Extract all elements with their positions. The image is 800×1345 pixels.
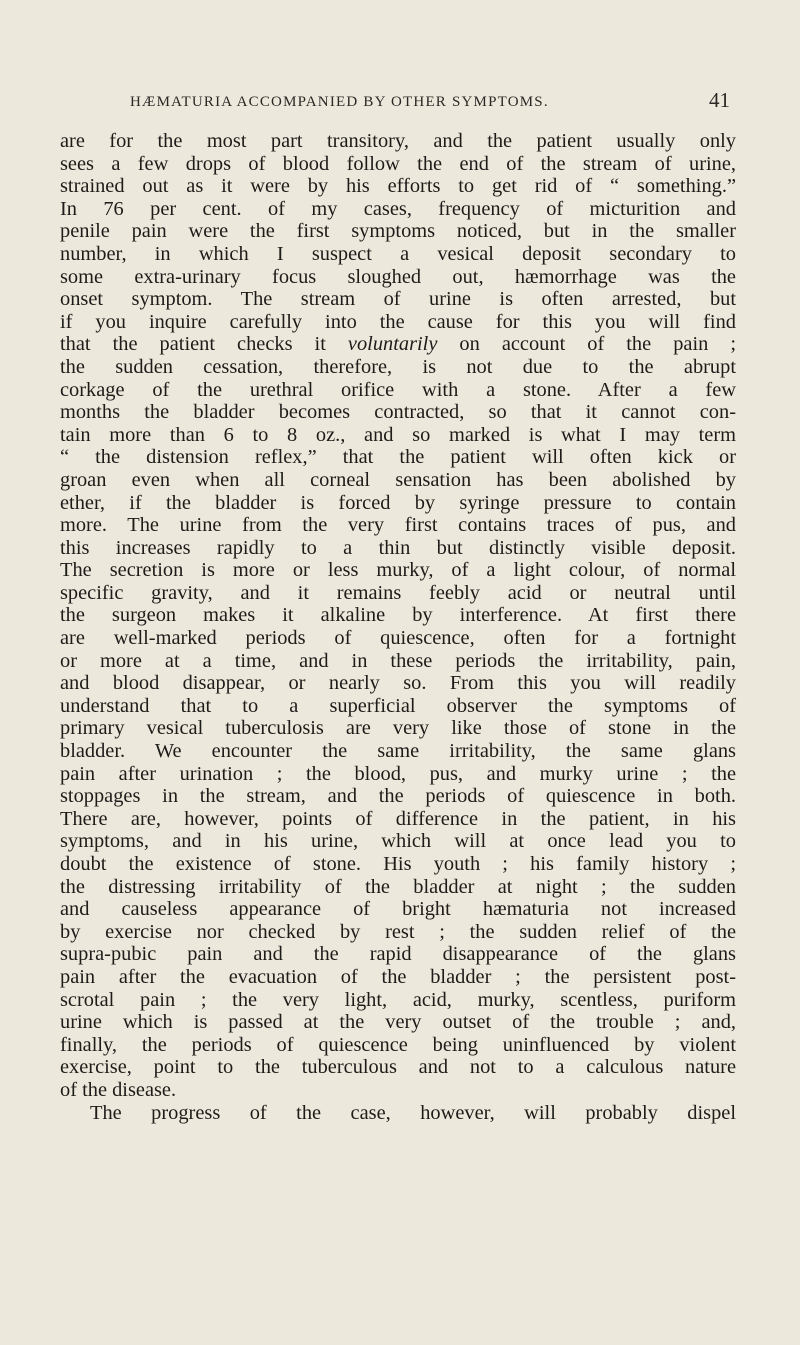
line-text: this increases rapidly to a thin but distinctly visible deposit.	[60, 536, 736, 559]
text-line	[60, 989, 736, 1012]
text-line	[60, 650, 736, 673]
line-text: ether, if the bladder is forced by syringe pressure to contain	[60, 491, 736, 514]
text-line	[60, 740, 736, 763]
text-line	[60, 514, 736, 537]
text-line	[60, 1011, 736, 1034]
running-head	[130, 88, 730, 112]
text-line	[60, 446, 736, 469]
line-text: penile pain were the first symptoms noticed, but in the smaller	[60, 220, 736, 243]
text-line	[60, 537, 736, 560]
text-line	[60, 1079, 736, 1102]
text-line	[60, 604, 736, 627]
line-text: sees a few drops of blood follow the end of the stream of urine,	[60, 152, 736, 175]
text-line	[60, 830, 736, 853]
text-line	[60, 356, 736, 379]
line-text: are well-marked periods of quiescence, often for a fortnight	[60, 627, 736, 650]
text-line	[60, 379, 736, 402]
line-text: number, in which I suspect a vesical deposit secondary to	[60, 242, 736, 265]
line-text: tain more than 6 to 8 oz., and so marked is what I may term	[60, 423, 736, 446]
line-text: pain after the evacuation of the bladder ; the persistent post-	[60, 965, 736, 988]
text-line	[60, 966, 736, 989]
running-title: HÆMATURIA ACCOMPANIED BY OTHER SYMPTOMS.	[130, 94, 549, 110]
line-text: In 76 per cent. of my cases, frequency of micturition and	[60, 197, 736, 220]
line-text: if you inquire carefully into the cause for this you will find	[60, 310, 736, 333]
line-text: more. The urine from the very first contains traces of pus, and	[60, 514, 736, 537]
line-text: the sudden cessation, therefore, is not due to the abrupt	[60, 355, 736, 378]
line-text: onset symptom. The stream of urine is often arrested, but	[60, 288, 736, 311]
text-line	[60, 469, 736, 492]
line-text: the surgeon makes it alkaline by interference. At first there	[60, 604, 736, 627]
text-line	[60, 695, 736, 718]
text-line	[60, 401, 736, 424]
line-text: months the bladder becomes contracted, so that it cannot con-	[60, 401, 736, 424]
line-text: the distressing irritability of the bladder at night ; the sudden	[60, 875, 736, 898]
text-line	[60, 1102, 736, 1125]
text-line	[60, 785, 736, 808]
text-line	[60, 763, 736, 786]
line-text: strained out as it were by his efforts to get rid of “ something.”	[60, 175, 736, 198]
text-line	[60, 1034, 736, 1057]
text-line	[60, 876, 736, 899]
line-text: understand that to a superficial observer the symptoms of	[60, 694, 736, 717]
line-text: supra-pubic pain and the rapid disappearance of the glans	[60, 943, 736, 966]
line-text: stoppages in the stream, and the periods of quiescence in both.	[60, 785, 736, 808]
line-text: “ the distension reflex,” that the patient will often kick or	[60, 446, 736, 469]
italic-text: voluntarily	[347, 333, 438, 356]
text-line	[60, 921, 736, 944]
line-text: specific gravity, and it remains feebly acid or neutral until	[60, 581, 736, 604]
text-line	[60, 243, 736, 266]
page-number: 41	[709, 88, 730, 112]
line-text: pain after urination ; the blood, pus, and murky urine ; the	[60, 762, 736, 785]
text-line	[60, 266, 736, 289]
line-text: finally, the periods of quiescence being uninfluenced by violent	[60, 1033, 736, 1056]
line-text: There are, however, points of difference in the patient, in his	[60, 807, 736, 830]
text-line	[60, 153, 736, 176]
text-line	[60, 220, 736, 243]
line-text: or more at a time, and in these periods the irritability, pain,	[60, 649, 736, 672]
line-text: doubt the existence of stone. His youth ; his family history ;	[60, 853, 736, 875]
line-text: by exercise nor checked by rest ; the sudden relief of the	[60, 920, 736, 943]
text-line	[60, 672, 736, 695]
line-text: of the disease.	[60, 1078, 177, 1101]
line-text: primary vesical tuberculosis are very like those of stone in the	[60, 717, 736, 740]
body-text	[60, 130, 736, 1124]
text-line	[60, 424, 736, 447]
line-text: exercise, point to the tuberculous and not to a calculous nature	[60, 1056, 736, 1079]
text-line	[60, 175, 736, 198]
text-line	[60, 198, 736, 221]
line-text: are for the most part transitory, and the patient usually only	[60, 130, 736, 152]
text-line	[60, 288, 736, 311]
text-line	[60, 853, 736, 876]
line-text: urine which is passed at the very outset of the trouble ; and,	[60, 1011, 736, 1034]
line-text: scrotal pain ; the very light, acid, murky, scentless, puriform	[60, 988, 736, 1011]
text-line	[60, 582, 736, 605]
text-line	[60, 808, 736, 831]
text-line	[60, 311, 736, 334]
line-text: The secretion is more or less murky, of a light colour, of normal	[60, 559, 736, 582]
line-text: The progress of the case, however, will probably dispel	[90, 1101, 736, 1124]
text-line	[60, 130, 736, 153]
line-text: and blood disappear, or nearly so. From this you will readily	[60, 672, 736, 695]
text-line	[60, 898, 736, 921]
line-text: corkage of the urethral orifice with a stone. After a few	[60, 378, 736, 401]
text-line	[60, 492, 736, 515]
text-line	[60, 943, 736, 966]
line-text: symptoms, and in his urine, which will at once lead you to	[60, 830, 736, 853]
text-line	[60, 1056, 736, 1079]
text-line	[60, 559, 736, 582]
line-text: groan even when all corneal sensation has been abolished by	[60, 468, 736, 491]
line-text: some extra-urinary focus sloughed out, hæmorrhage was the	[60, 265, 736, 288]
text-line	[60, 717, 736, 740]
line-text: on account of the pain ;	[437, 333, 736, 356]
line-text: that the patient checks it	[60, 333, 348, 356]
text-line	[60, 333, 736, 356]
line-text: and causeless appearance of bright hæmaturia not increased	[60, 898, 736, 921]
text-line	[60, 627, 736, 650]
line-text: bladder. We encounter the same irritability, the same glans	[60, 740, 736, 763]
